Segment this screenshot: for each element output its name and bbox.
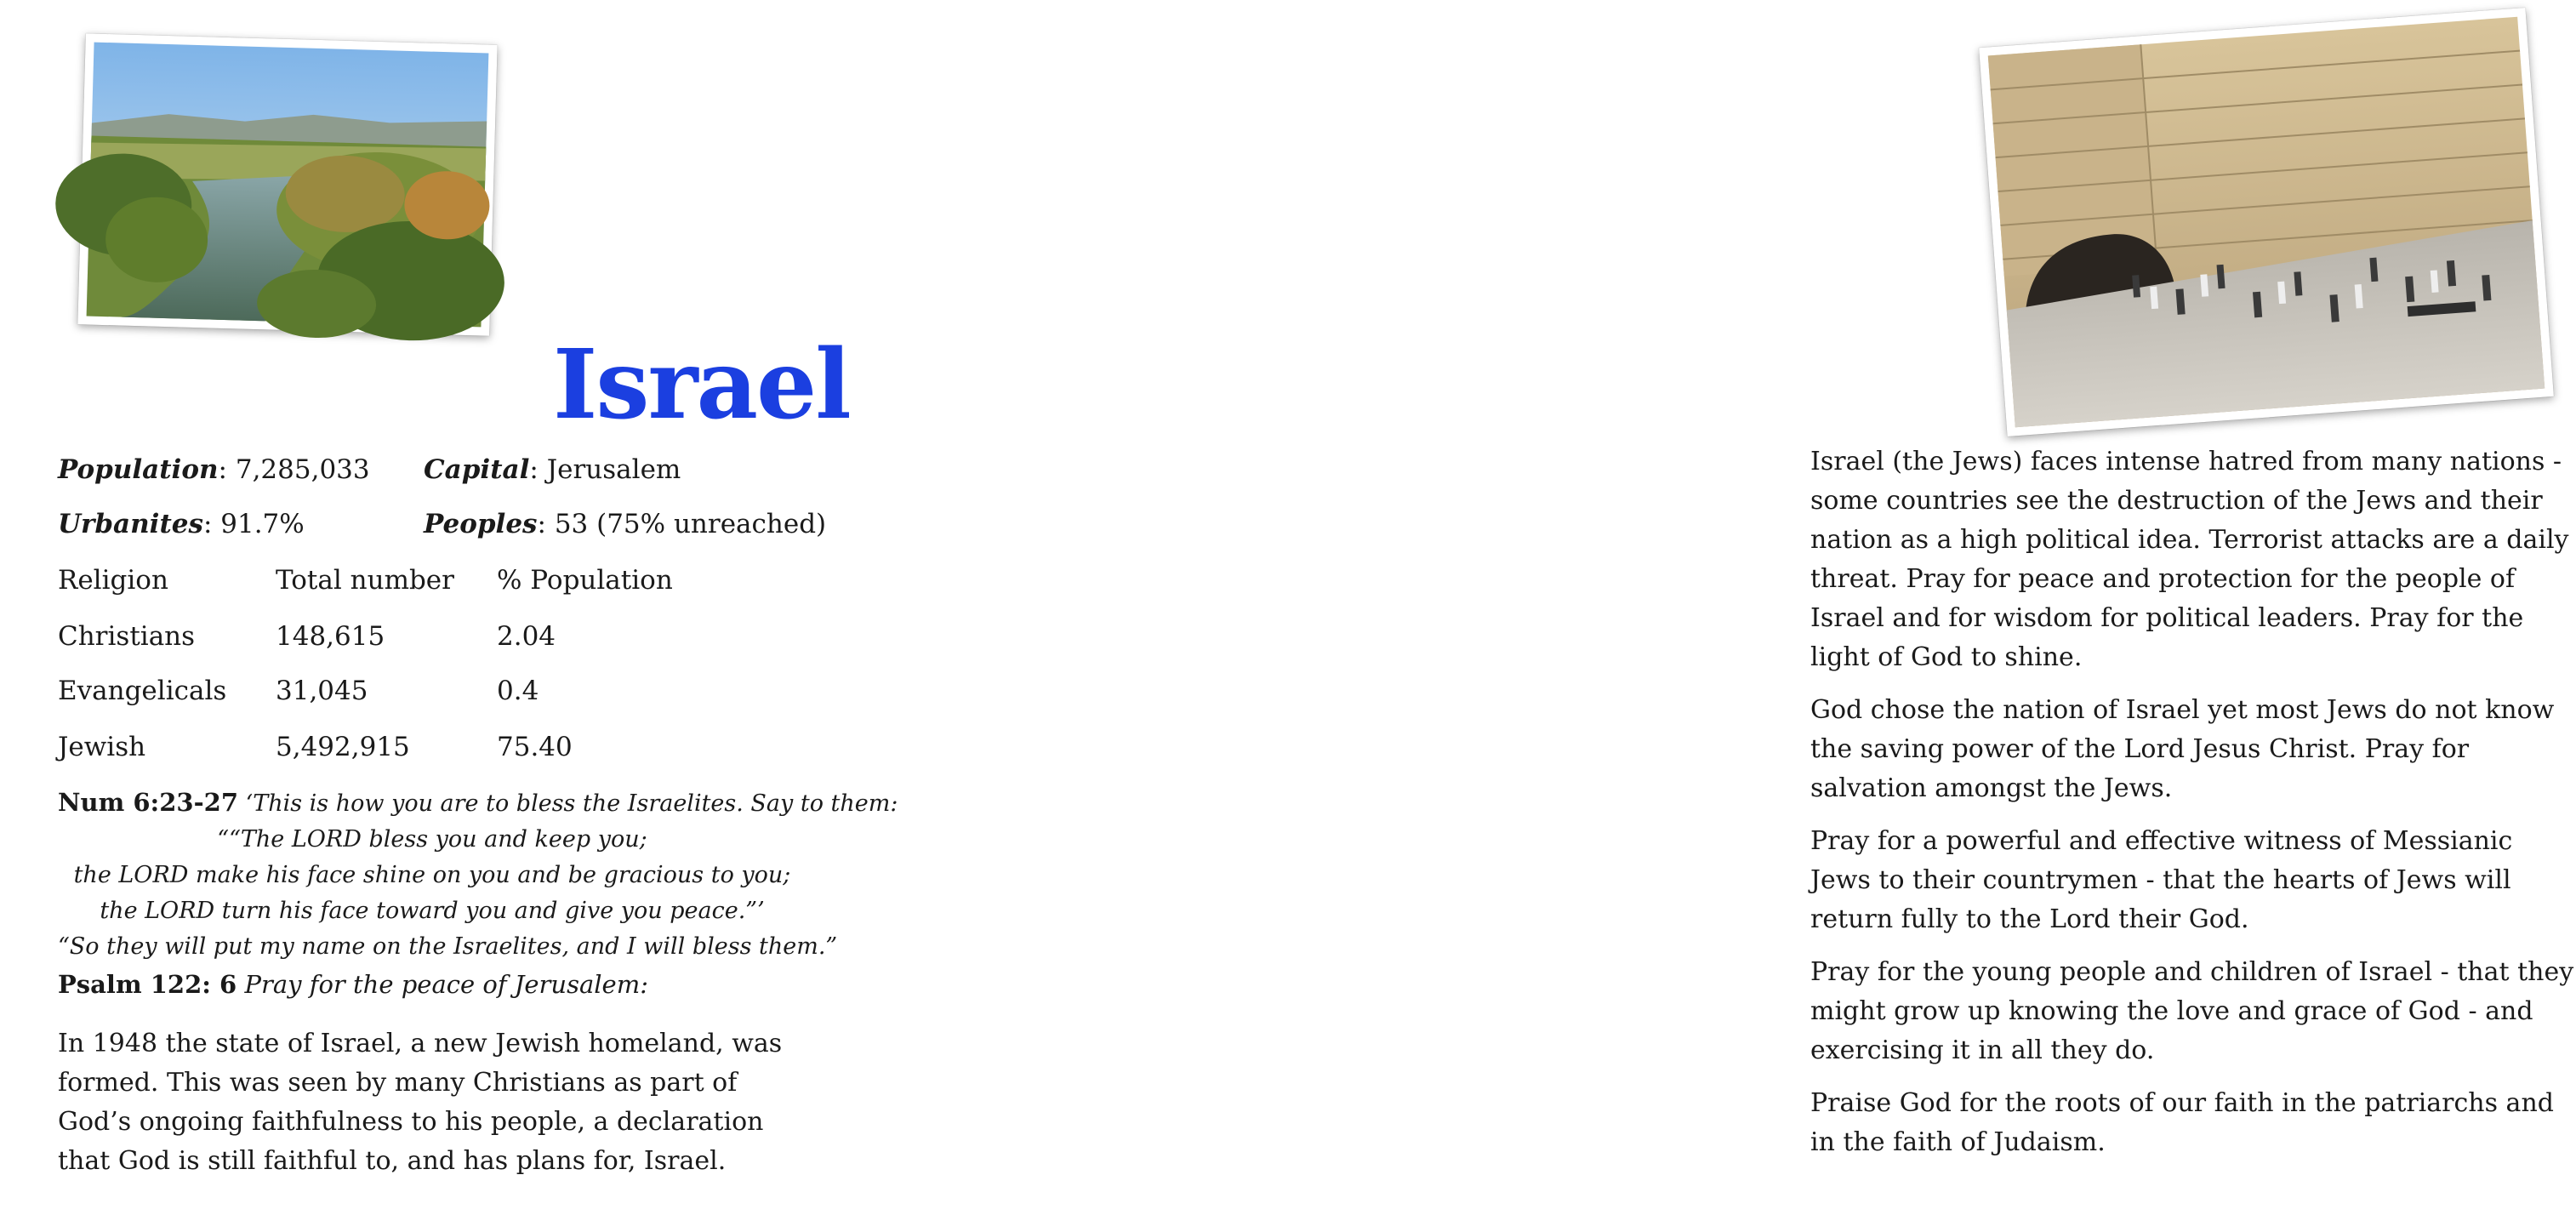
prayer-points — [1810, 442, 2576, 1176]
blessing-line: the LORD make his face shine on you and be gracious to you; — [73, 862, 791, 888]
right-page — [871, 0, 2574, 1232]
population-label: Population — [58, 454, 219, 485]
psalm-text: Pray for the peace of Jerusalem: — [244, 970, 648, 999]
table-row — [58, 732, 704, 766]
prayer-point: Pray for the young people and children of Israel - that they might grow up knowing the love and grace of God - and exercising it in all they do. — [1810, 957, 2574, 1065]
table-header: Religion — [58, 565, 168, 596]
history-paragraph: In 1948 the state of Israel, a new Jewish homeland, was formed. This was seen by many Christians as part of God’s ongoing faithfulness to his people, a declaration that God is still faithful to, and has plans for, Israel. — [58, 1029, 783, 1176]
capital-label: Capital — [424, 454, 530, 485]
prayer-point: Pray for a powerful and effective witness of Messianic Jews to their countrymen - that the hearts of Jews will return fully to the Lord their God. — [1810, 826, 2513, 934]
peoples-label: Peoples — [424, 509, 538, 539]
blessing-line: the LORD turn his face toward you and give you peace.”’ — [100, 898, 765, 924]
capital-stat — [424, 454, 681, 485]
left-page — [0, 0, 898, 1232]
western-wall-photo — [1979, 8, 2554, 436]
population-stat — [58, 454, 370, 485]
urbanites-stat — [58, 509, 305, 539]
table-cell: Evangelicals — [58, 676, 227, 706]
table-row — [58, 621, 704, 655]
blessing-reference: Num 6:23-27 — [58, 788, 239, 817]
table-cell: Christians — [58, 621, 196, 652]
prayer-point: Israel (the Jews) faces intense hatred from many nations - some countries see the destruction of the Jews and their nation as a high political idea. Terrorist attacks are a daily threat. Pray for peace and protection for the people of Israel and for wisdom for political leaders. Pray for the light of God to shine. — [1810, 447, 2569, 672]
table-cell: 5,492,915 — [276, 732, 410, 762]
table-cell: Jewish — [58, 732, 146, 762]
psalm-verse — [58, 970, 648, 999]
table-header: Total number — [276, 565, 454, 596]
urbanites-label: Urbanites — [58, 509, 203, 539]
capital-value: : Jerusalem — [529, 454, 681, 485]
prayer-point: Praise God for the roots of our faith in the patriarchs and in the faith of Judaism. — [1810, 1088, 2554, 1157]
table-cell: 2.04 — [497, 621, 556, 652]
table-cell: 31,045 — [276, 676, 368, 706]
blessing-line: ““The LORD bless you and keep you; — [217, 826, 647, 853]
table-header: % Population — [497, 565, 673, 596]
table-cell: 148,615 — [276, 621, 385, 652]
peoples-stat — [424, 509, 826, 539]
table-header-row — [58, 565, 704, 599]
psalm-reference: Psalm 122: 6 — [58, 970, 237, 999]
table-cell: 75.40 — [497, 732, 573, 762]
urbanites-value: : 91.7% — [202, 509, 305, 539]
jordan-river-photo — [77, 33, 497, 335]
priestly-blessing — [58, 784, 898, 965]
page-title: Israel — [553, 329, 850, 441]
western-wall-image — [1988, 17, 2545, 428]
blessing-line: ‘This is how you are to bless the Israelites. Say to them: — [245, 790, 898, 817]
table-cell: 0.4 — [497, 676, 539, 706]
population-value: : 7,285,033 — [218, 454, 370, 485]
blessing-line: “So they will put my name on the Israelites, and I will bless them.” — [58, 933, 838, 960]
peoples-value: : 53 (75% unreached) — [537, 509, 827, 539]
river-landscape-image — [87, 43, 489, 328]
prayer-point: God chose the nation of Israel yet most Jews do not know the saving power of the Lord Jesus Christ. Pray for salvation amongst the Jews. — [1810, 695, 2555, 803]
table-row — [58, 676, 704, 710]
